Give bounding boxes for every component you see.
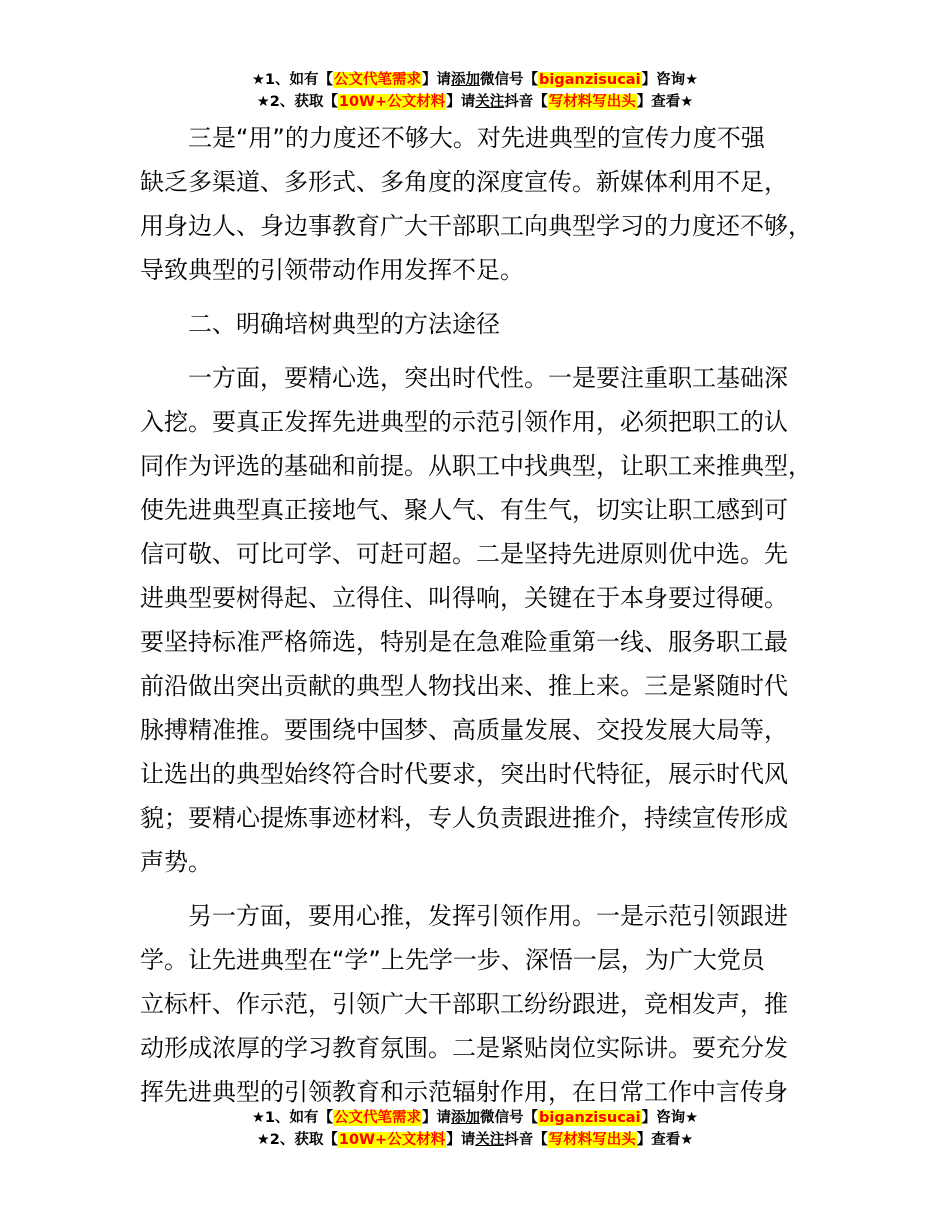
highlight-materials: 10W+公文材料	[338, 94, 446, 110]
highlight-materials: 10W+公文材料	[338, 1132, 446, 1148]
paragraph-line: 动形成浓厚的学习教育氛围。二是紧贴岗位实际讲。要充分发	[140, 1034, 788, 1062]
highlight-douyin-id: 写材料写出头	[548, 1132, 636, 1148]
paragraph-line: 貌；要精心提炼事迹材料，专人负责跟进推介，持续宣传形成	[140, 804, 788, 832]
highlight-douyin-id: 写材料写出头	[548, 94, 636, 110]
paragraph-line: 挥先进典型的引领教育和示范辐射作用，在日常工作中言传身	[140, 1078, 788, 1106]
paragraph-line: 前沿做出突出贡献的典型人物找出来、推上来。三是紧随时代	[140, 672, 788, 700]
banner-line-1: ★1、如有【公文代笔需求】请添加微信号【biganzisucai】咨询★	[251, 72, 699, 88]
highlight-service: 公文代笔需求	[334, 72, 422, 88]
paragraph-line: 用身边人、身边事教育广大干部职工向典型学习的力度还不够，	[140, 212, 812, 240]
highlight-wechat-id: biganzisucai	[539, 1110, 641, 1126]
paragraph-line: 一方面，要精心选，突出时代性。一是要注重职工基础深	[188, 364, 788, 392]
paragraph-line: 脉搏精准推。要围绕中国梦、高质量发展、交投发展大局等，	[140, 716, 788, 744]
paragraph-line: 入挖。要真正发挥先进典型的示范引领作用，必须把职工的认	[140, 408, 788, 436]
footer-banner	[0, 1107, 950, 1151]
paragraph-line: 导致典型的引领带动作用发挥不足。	[140, 256, 524, 284]
banner-line-2: ★2、获取【10W+公文材料】请关注抖音【写材料写出头】查看★	[256, 94, 694, 110]
paragraph-line: 学。让先进典型在“学”上先学一步、深悟一层，为广大党员	[140, 946, 765, 974]
paragraph-line: 三是“用”的力度还不够大。对先进典型的宣传力度不强	[188, 124, 765, 152]
paragraph-line: 要坚持标准严格筛选，特别是在急难险重第一线、服务职工最	[140, 628, 788, 656]
paragraph-line: 立标杆、作示范，引领广大干部职工纷纷跟进，竞相发声，推	[140, 990, 788, 1018]
paragraph-line: 进典型要树得起、立得住、叫得响，关键在于本身要过得硬。	[140, 584, 788, 612]
paragraph-line: 同作为评选的基础和前提。从职工中找典型，让职工来推典型，	[140, 452, 812, 480]
paragraph-line: 让选出的典型始终符合时代要求，突出时代特征，展示时代风	[140, 760, 788, 788]
paragraph-line: 信可敬、可比可学、可赶可超。二是坚持先进原则优中选。先	[140, 540, 788, 568]
paragraph-line: 使先进典型真正接地气、聚人气、有生气，切实让职工感到可	[140, 496, 788, 524]
banner-line-1: ★1、如有【公文代笔需求】请添加微信号【biganzisucai】咨询★	[251, 1110, 699, 1126]
header-banner	[0, 69, 950, 113]
highlight-service: 公文代笔需求	[334, 1110, 422, 1126]
banner-line-2: ★2、获取【10W+公文材料】请关注抖音【写材料写出头】查看★	[256, 1132, 694, 1148]
paragraph-line: 缺乏多渠道、多形式、多角度的深度宣传。新媒体利用不足，	[140, 168, 788, 196]
highlight-wechat-id: biganzisucai	[539, 72, 641, 88]
document-body	[140, 116, 840, 1114]
section-heading: 二、明确培树典型的方法途径	[188, 310, 500, 338]
paragraph-line: 声势。	[140, 848, 212, 876]
paragraph-line: 另一方面，要用心推，发挥引领作用。一是示范引领跟进	[188, 902, 788, 930]
